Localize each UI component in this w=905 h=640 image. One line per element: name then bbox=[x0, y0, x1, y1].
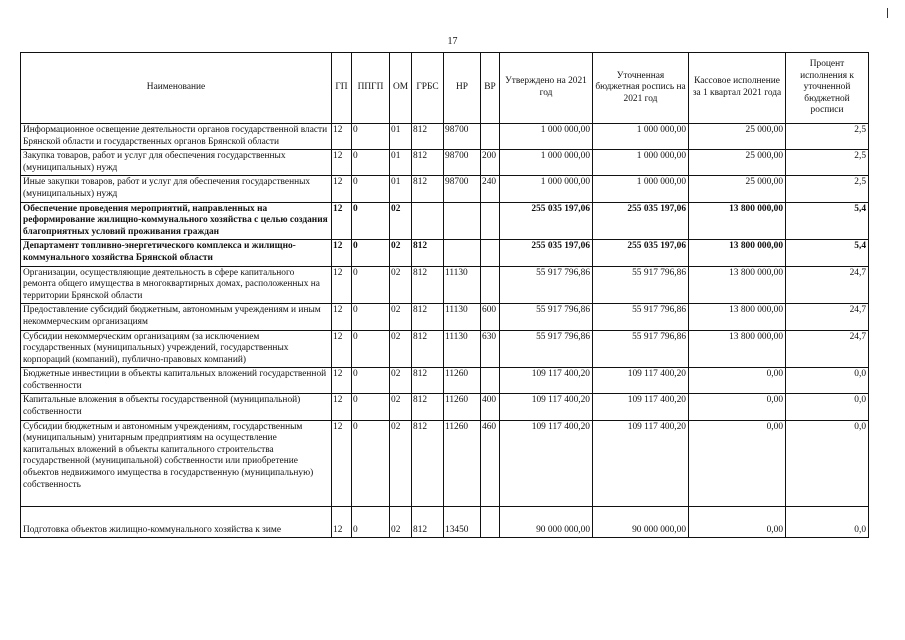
cell-nr: 98700 bbox=[444, 150, 481, 176]
cell-approved: 255 035 197,06 bbox=[500, 202, 593, 240]
cell-ppgp: 0 bbox=[352, 240, 390, 266]
cell-name: Организации, осуществляющие деятельность в сфере капитального ремонта общего имущества в многоквартирных домах, расположенных на территории Брянской области bbox=[21, 266, 332, 304]
cell-cash: 25 000,00 bbox=[689, 150, 786, 176]
cell-gp: 12 bbox=[332, 330, 352, 368]
cell-cash: 0,00 bbox=[689, 394, 786, 420]
cell-om: 02 bbox=[390, 420, 412, 506]
cell-approved: 255 035 197,06 bbox=[500, 240, 593, 266]
header-om: ОМ bbox=[390, 53, 412, 124]
cell-percent: 0,0 bbox=[786, 368, 869, 394]
cell-om: 02 bbox=[390, 266, 412, 304]
cell-vr: 400 bbox=[481, 394, 500, 420]
cell-approved: 109 117 400,20 bbox=[500, 394, 593, 420]
cell-percent: 2,5 bbox=[786, 176, 869, 202]
cell-vr: 630 bbox=[481, 330, 500, 368]
cell-vr: 240 bbox=[481, 176, 500, 202]
header-refined: Уточненная бюджетная роспись на 2021 год bbox=[593, 53, 689, 124]
cell-ppgp: 0 bbox=[352, 506, 390, 538]
cell-om: 02 bbox=[390, 240, 412, 266]
cell-grbs: 812 bbox=[412, 394, 444, 420]
cell-approved: 1 000 000,00 bbox=[500, 124, 593, 150]
header-nr: НР bbox=[444, 53, 481, 124]
cell-gp: 12 bbox=[332, 124, 352, 150]
cell-ppgp: 0 bbox=[352, 394, 390, 420]
cell-om: 02 bbox=[390, 368, 412, 394]
cell-approved: 109 117 400,20 bbox=[500, 420, 593, 506]
cell-om: 02 bbox=[390, 394, 412, 420]
cell-nr: 11130 bbox=[444, 330, 481, 368]
cell-cash: 13 800 000,00 bbox=[689, 202, 786, 240]
cell-refined: 1 000 000,00 bbox=[593, 124, 689, 150]
cell-refined: 109 117 400,20 bbox=[593, 420, 689, 506]
cell-gp: 12 bbox=[332, 304, 352, 330]
cell-approved: 109 117 400,20 bbox=[500, 368, 593, 394]
cell-cash: 25 000,00 bbox=[689, 176, 786, 202]
cell-cash: 0,00 bbox=[689, 368, 786, 394]
cell-refined: 109 117 400,20 bbox=[593, 394, 689, 420]
table-row bbox=[21, 394, 869, 420]
cell-vr: 460 bbox=[481, 420, 500, 506]
cell-om: 02 bbox=[390, 506, 412, 538]
cell-refined: 255 035 197,06 bbox=[593, 202, 689, 240]
cell-name: Информационное освещение деятельности органов государственной власти Брянской области и государственных органов Брянской области bbox=[21, 124, 332, 150]
cell-grbs: 812 bbox=[412, 124, 444, 150]
cell-approved: 1 000 000,00 bbox=[500, 176, 593, 202]
cell-nr: 98700 bbox=[444, 124, 481, 150]
header-gp: ГП bbox=[332, 53, 352, 124]
cell-grbs: 812 bbox=[412, 304, 444, 330]
page-edge-mark bbox=[887, 8, 888, 18]
table-row bbox=[21, 368, 869, 394]
cell-name: Субсидии бюджетным и автономным учреждениям, государственным (муниципальным) унитарным предприятиям на осуществление капитальных вложений в объекты капитального строительства государственной (муниципальной) собственности или приобретение объектов недвижимого имущества в государственную (муниципальную) собственность bbox=[21, 420, 332, 506]
header-name: Наименование bbox=[21, 53, 332, 124]
cell-ppgp: 0 bbox=[352, 150, 390, 176]
cell-gp: 12 bbox=[332, 240, 352, 266]
cell-name: Подготовка объектов жилищно-коммунального хозяйства к зиме bbox=[21, 506, 332, 538]
cell-nr bbox=[444, 240, 481, 266]
cell-refined: 55 917 796,86 bbox=[593, 304, 689, 330]
cell-percent: 5,4 bbox=[786, 240, 869, 266]
cell-om: 02 bbox=[390, 330, 412, 368]
cell-refined: 109 117 400,20 bbox=[593, 368, 689, 394]
cell-om: 02 bbox=[390, 304, 412, 330]
table-body bbox=[21, 124, 869, 538]
cell-cash: 0,00 bbox=[689, 506, 786, 538]
cell-refined: 255 035 197,06 bbox=[593, 240, 689, 266]
header-cash: Кассовое исполнение за 1 квартал 2021 года bbox=[689, 53, 786, 124]
cell-nr: 11130 bbox=[444, 266, 481, 304]
cell-approved: 90 000 000,00 bbox=[500, 506, 593, 538]
table-row bbox=[21, 176, 869, 202]
header-ppgp: ППГП bbox=[352, 53, 390, 124]
cell-om: 01 bbox=[390, 176, 412, 202]
cell-nr: 11260 bbox=[444, 420, 481, 506]
cell-percent: 0,0 bbox=[786, 394, 869, 420]
cell-grbs: 812 bbox=[412, 240, 444, 266]
cell-percent: 2,5 bbox=[786, 124, 869, 150]
cell-cash: 13 800 000,00 bbox=[689, 304, 786, 330]
header-percent: Процент исполнения к уточненной бюджетной росписи bbox=[786, 53, 869, 124]
cell-refined: 55 917 796,86 bbox=[593, 330, 689, 368]
cell-refined: 1 000 000,00 bbox=[593, 176, 689, 202]
cell-gp: 12 bbox=[332, 176, 352, 202]
cell-vr bbox=[481, 368, 500, 394]
cell-ppgp: 0 bbox=[352, 266, 390, 304]
cell-name: Иные закупки товаров, работ и услуг для обеспечения государственных (муниципальных) нужд bbox=[21, 176, 332, 202]
cell-approved: 55 917 796,86 bbox=[500, 330, 593, 368]
table-row bbox=[21, 202, 869, 240]
cell-nr bbox=[444, 202, 481, 240]
cell-gp: 12 bbox=[332, 420, 352, 506]
cell-percent: 24,7 bbox=[786, 266, 869, 304]
cell-refined: 55 917 796,86 bbox=[593, 266, 689, 304]
header-vr: ВР bbox=[481, 53, 500, 124]
cell-name: Капитальные вложения в объекты государственной (муниципальной) собственности bbox=[21, 394, 332, 420]
table-row bbox=[21, 304, 869, 330]
cell-name: Закупка товаров, работ и услуг для обеспечения государственных (муниципальных) нужд bbox=[21, 150, 332, 176]
cell-ppgp: 0 bbox=[352, 368, 390, 394]
cell-grbs bbox=[412, 202, 444, 240]
cell-vr bbox=[481, 240, 500, 266]
table-row bbox=[21, 506, 869, 538]
cell-approved: 55 917 796,86 bbox=[500, 266, 593, 304]
cell-cash: 25 000,00 bbox=[689, 124, 786, 150]
cell-nr: 98700 bbox=[444, 176, 481, 202]
cell-om: 01 bbox=[390, 150, 412, 176]
cell-gp: 12 bbox=[332, 150, 352, 176]
cell-ppgp: 0 bbox=[352, 304, 390, 330]
cell-vr bbox=[481, 506, 500, 538]
cell-vr bbox=[481, 124, 500, 150]
cell-name: Обеспечение проведения мероприятий, направленных на реформирование жилищно-коммунального хозяйства с целью создания благоприятных условий проживания граждан bbox=[21, 202, 332, 240]
table-row bbox=[21, 150, 869, 176]
cell-ppgp: 0 bbox=[352, 124, 390, 150]
cell-nr: 11130 bbox=[444, 304, 481, 330]
cell-percent: 0,0 bbox=[786, 420, 869, 506]
cell-ppgp: 0 bbox=[352, 330, 390, 368]
cell-name: Предоставление субсидий бюджетным, автономным учреждениям и иным некоммерческим организациям bbox=[21, 304, 332, 330]
cell-vr: 200 bbox=[481, 150, 500, 176]
cell-ppgp: 0 bbox=[352, 202, 390, 240]
table-header-row bbox=[21, 53, 869, 124]
cell-approved: 1 000 000,00 bbox=[500, 150, 593, 176]
cell-grbs: 812 bbox=[412, 368, 444, 394]
table-row bbox=[21, 330, 869, 368]
cell-grbs: 812 bbox=[412, 176, 444, 202]
cell-ppgp: 0 bbox=[352, 176, 390, 202]
cell-percent: 24,7 bbox=[786, 330, 869, 368]
cell-vr: 600 bbox=[481, 304, 500, 330]
cell-name: Департамент топливно-энергетического комплекса и жилищно-коммунального хозяйства Брянской области bbox=[21, 240, 332, 266]
header-approved: Утверждено на 2021 год bbox=[500, 53, 593, 124]
budget-table bbox=[20, 52, 869, 538]
table-row bbox=[21, 266, 869, 304]
cell-vr bbox=[481, 202, 500, 240]
cell-vr bbox=[481, 266, 500, 304]
cell-gp: 12 bbox=[332, 506, 352, 538]
cell-nr: 11260 bbox=[444, 368, 481, 394]
table-row bbox=[21, 240, 869, 266]
page-number: 17 bbox=[447, 36, 458, 47]
cell-om: 01 bbox=[390, 124, 412, 150]
cell-name: Бюджетные инвестиции в объекты капитальных вложений государственной собственности bbox=[21, 368, 332, 394]
cell-grbs: 812 bbox=[412, 330, 444, 368]
cell-refined: 1 000 000,00 bbox=[593, 150, 689, 176]
cell-gp: 12 bbox=[332, 394, 352, 420]
cell-grbs: 812 bbox=[412, 150, 444, 176]
cell-percent: 24,7 bbox=[786, 304, 869, 330]
cell-cash: 13 800 000,00 bbox=[689, 240, 786, 266]
cell-percent: 2,5 bbox=[786, 150, 869, 176]
cell-grbs: 812 bbox=[412, 506, 444, 538]
table-row bbox=[21, 124, 869, 150]
cell-nr: 13450 bbox=[444, 506, 481, 538]
cell-grbs: 812 bbox=[412, 266, 444, 304]
cell-om: 02 bbox=[390, 202, 412, 240]
cell-nr: 11260 bbox=[444, 394, 481, 420]
cell-gp: 12 bbox=[332, 266, 352, 304]
cell-cash: 0,00 bbox=[689, 420, 786, 506]
header-grbs: ГРБС bbox=[412, 53, 444, 124]
cell-refined: 90 000 000,00 bbox=[593, 506, 689, 538]
cell-percent: 5,4 bbox=[786, 202, 869, 240]
cell-grbs: 812 bbox=[412, 420, 444, 506]
cell-ppgp: 0 bbox=[352, 420, 390, 506]
cell-gp: 12 bbox=[332, 202, 352, 240]
cell-approved: 55 917 796,86 bbox=[500, 304, 593, 330]
cell-gp: 12 bbox=[332, 368, 352, 394]
cell-name: Субсидии некоммерческим организациям (за исключением государственных (муниципальных) учреждений, государственных корпораций (компаний), публично-правовых компаний) bbox=[21, 330, 332, 368]
cell-cash: 13 800 000,00 bbox=[689, 266, 786, 304]
table-row bbox=[21, 420, 869, 506]
cell-percent: 0,0 bbox=[786, 506, 869, 538]
cell-cash: 13 800 000,00 bbox=[689, 330, 786, 368]
